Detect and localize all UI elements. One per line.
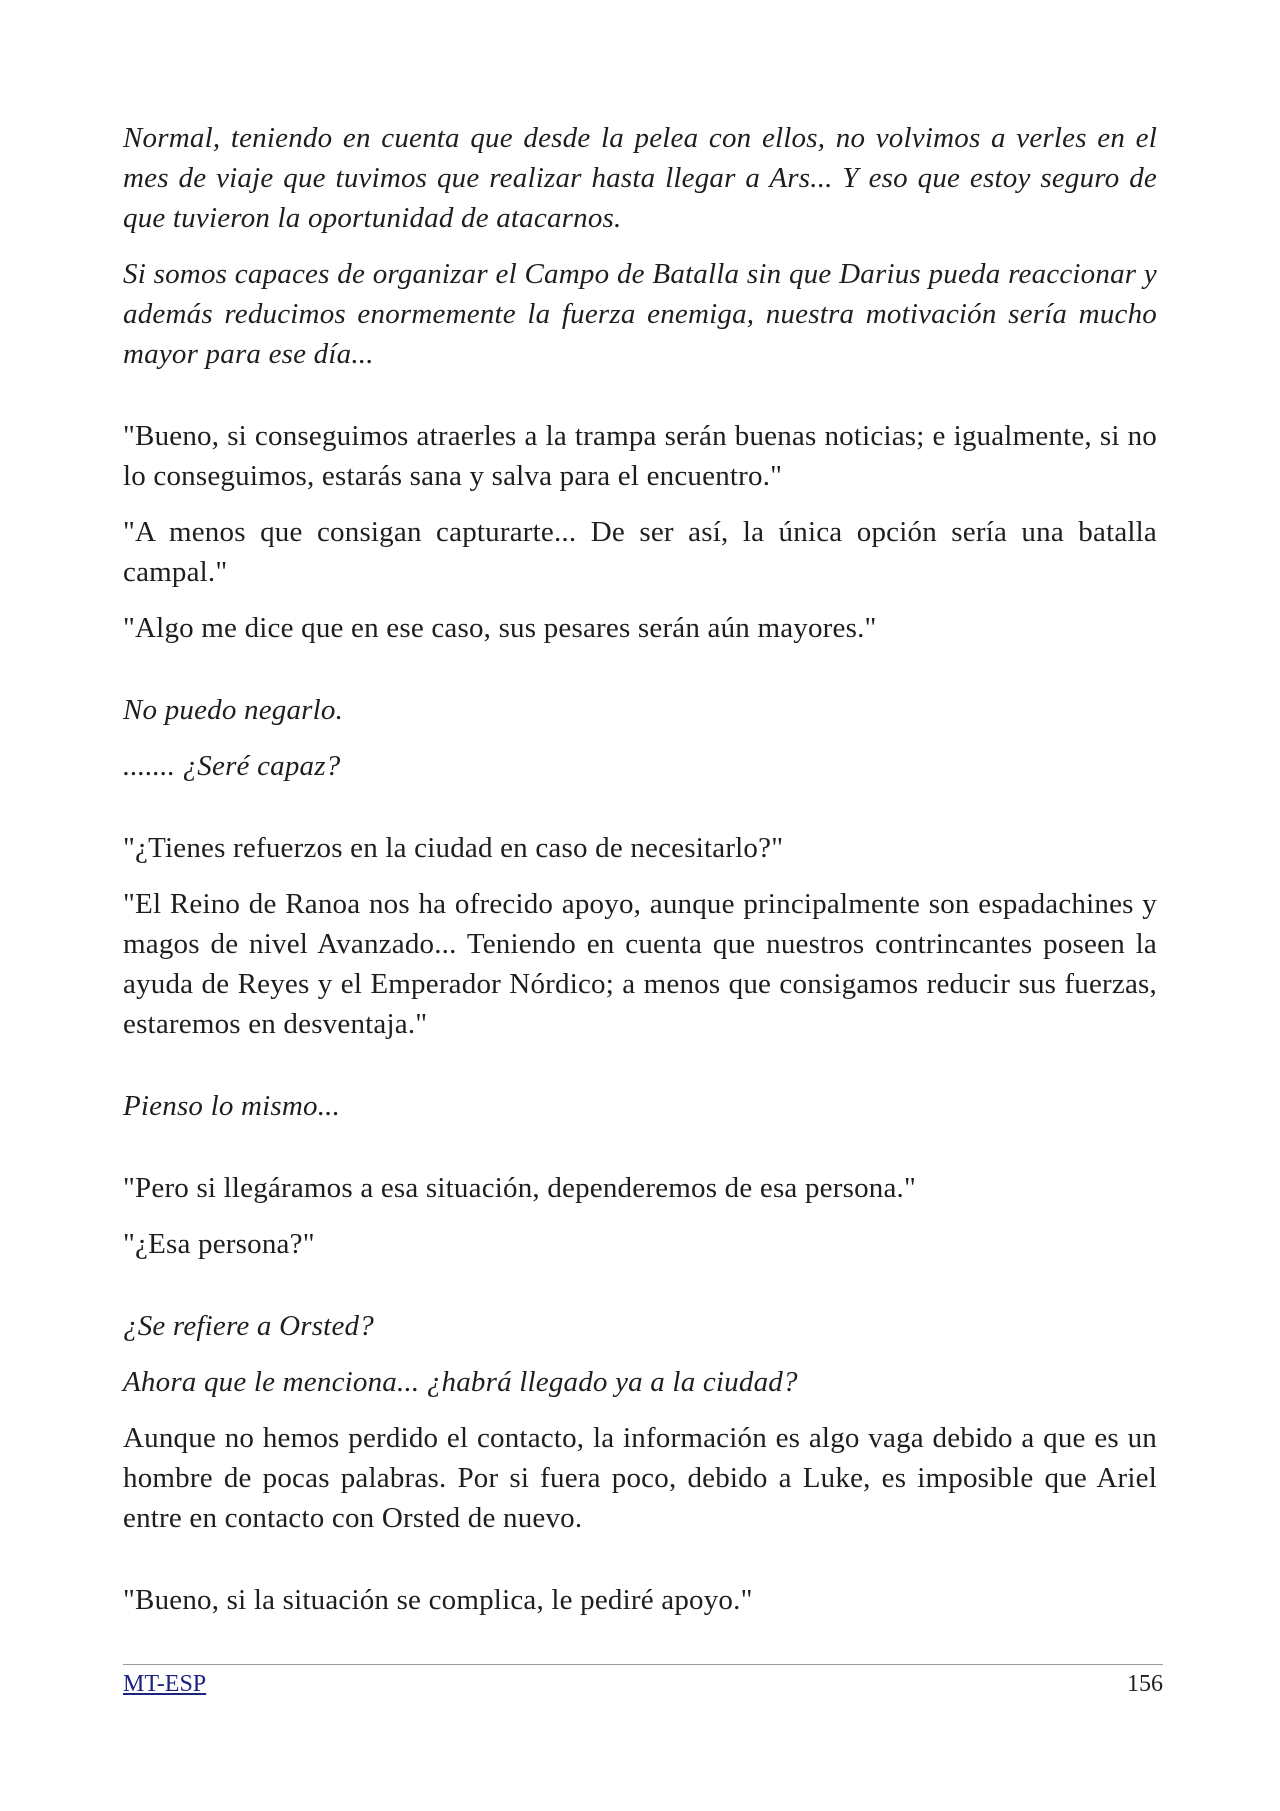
paragraph-11: "Pero si llegáramos a esa situación, dependeremos de esa persona." [123, 1172, 917, 1204]
paragraph-6: No puedo negarlo. [123, 694, 344, 726]
paragraph-14: Ahora que le menciona... ¿habrá llegado ya a la ciudad? [123, 1366, 798, 1398]
paragraph-2: Si somos capaces de organizar el Campo de Batalla sin que Darius pueda reaccionar y además reducimos enormemente la fuerza enemiga, nuestra motivación sería mucho mayor para ese día... [123, 258, 1157, 370]
paragraph-10: Pienso lo mismo... [123, 1090, 341, 1122]
page-number: 156 [1127, 1671, 1163, 1697]
paragraph-12: "¿Esa persona?" [123, 1228, 315, 1260]
paragraph-5: "Algo me dice que en ese caso, sus pesares serán aún mayores." [123, 612, 877, 644]
paragraph-8: "¿Tienes refuerzos en la ciudad en caso de necesitarlo?" [123, 832, 784, 864]
paragraph-9: "El Reino de Ranoa nos ha ofrecido apoyo, aunque principalmente son espadachines y magos de nivel Avanzado... Teniendo en cuenta que nuestros contrincantes poseen la ayuda de Reyes y el Emperador Nórdico; a menos que consigamos reducir sus fuerzas, estaremos en desventaja." [123, 888, 1157, 1040]
paragraph-4: "A menos que consigan capturarte... De ser así, la única opción sería una batalla campal." [123, 516, 1157, 588]
paragraph-3: "Bueno, si conseguimos atraerles a la trampa serán buenas noticias; e igualmente, si no lo conseguimos, estarás sana y salva para el encuentro." [123, 420, 1157, 492]
paragraph-13: ¿Se refiere a Orsted? [123, 1310, 374, 1342]
page-body [123, 118, 1157, 1620]
paragraph-15: Aunque no hemos perdido el contacto, la información es algo vaga debido a que es un hombre de pocas palabras. Por si fuera poco, debido a Luke, es imposible que Ariel entre en contacto con Orsted de nuevo. [123, 1422, 1157, 1534]
paragraph-16: "Bueno, si la situación se complica, le pediré apoyo." [123, 1584, 753, 1616]
paragraph-7: ....... ¿Seré capaz? [123, 750, 341, 782]
footer-link[interactable]: MT-ESP [123, 1671, 207, 1697]
paragraph-1: Normal, teniendo en cuenta que desde la pelea con ellos, no volvimos a verles en el mes de viaje que tuvimos que realizar hasta llegar a Ars... Y eso que estoy seguro de que tuvieron la oportunidad de atacarnos. [123, 122, 1157, 234]
page-footer [123, 1664, 1163, 1699]
